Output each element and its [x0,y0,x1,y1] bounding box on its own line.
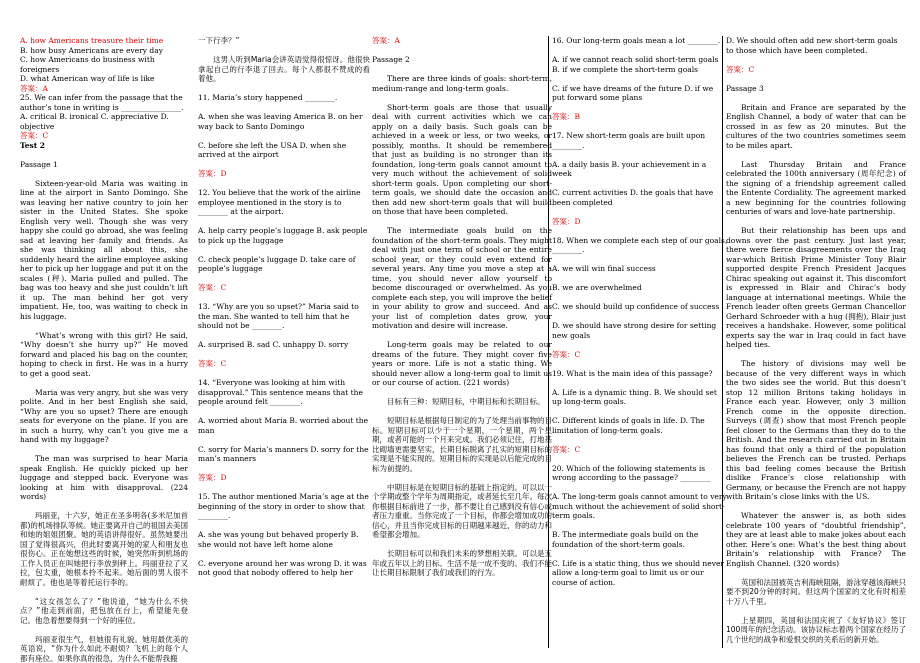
text-line: A. surprised B. sad C. unhappy D. sorry [198,340,370,350]
spacer [20,169,188,179]
spacer [552,46,728,56]
spacer [20,502,188,512]
text-line: C. check people’s luggage D. take care of people’s luggage [198,255,370,274]
spacer [552,378,728,388]
spacer [552,521,728,531]
spacer [726,568,906,578]
text-line: 中期目标是在短期目标的基础上指定的。可以以一个学期或整个学年为周期指定，或者延长至几年。每次你根据目标前进了一步，都不要让自己感到没有信心或者压力重重。当你完成了一个目标，你都会增加成功的信心，并且当你完成目标的日期越来越近，你的动力和希望都会增加。 [372,483,552,540]
column-2 [198,36,370,648]
spacer [198,274,370,284]
spacer [372,93,552,103]
spacer [726,150,906,160]
column-1 [20,36,188,648]
text-line: B. The intermediate goals build on the foundation of the short-term goals. [552,530,728,549]
text-line: Test 2 [20,141,188,151]
spacer [552,407,728,417]
text-line: Passage 3 [726,84,906,94]
text-line: A. The long-term goals cannot amount to very much without the achievement of solid short-term goals. [552,492,728,521]
text-line: A. worried about Maria B. worried about the man [198,416,370,435]
spacer [372,46,552,56]
text-line: A. she was young but behaved properly B. she would not have left home alone [198,530,370,549]
text-line: C. we should build up confidence of success [552,302,728,312]
text-line: There are three kinds of goals: short-term, medium-range and long-term goals. [372,74,552,93]
text-line: 13. “Why are you so upset?” Maria said to the man. She wanted to tell him that he should not be ________. [198,302,370,331]
text-line: 答案：C [552,350,728,360]
text-line: 一下行李？” [198,36,370,46]
spacer [726,217,906,227]
spacer [726,606,906,616]
spacer [372,540,552,550]
text-line: 答案：A [372,36,552,46]
text-line: 15. The author mentioned Maria’s age at the beginning of the story in order to show that ________. [198,492,370,521]
spacer [552,549,728,559]
text-line: Passage 2 [372,55,552,65]
text-line: The intermediate goals build on the foundation of the short-term goals. They might deal with just one term of school or the entire school year, or they could even extend for several years. Any time you move a step at a time, you should never allow yourself to become discouraged or overwhelmed. As you complete each step, you will improve the belief in your ability to grow and succeed. And as your list of completion dates grow, your motivation and desire will increase. [372,226,552,331]
text-line: 12. You believe that the work of the airline employee mentioned in the story is to ________ at the airport. [198,188,370,217]
spacer [552,122,728,132]
text-line: C. Different kinds of goals in life. D. The limitation of long-term goals. [552,416,728,435]
text-line: 玛丽亚，十六岁，她正在圣多明各(多米尼加首都)的机场排队等候。她正要离开自己的祖国去美国和她的姐姐团聚。她的英语讲得很好。虽然她要出国了觉得很高兴，但此时要离开她的家人和朋友也很伤心。正在她想这些的时候，她突然听到机场的工作人员正在叫她把行李放到秤上。玛丽亚拉了又拉，包太重，她根本拎不起来。她后面的男人很不耐烦了。他也是等着托运行李的。 [20,511,188,587]
text-line: A. help carry people’s luggage B. ask people to pick up the luggage [198,226,370,245]
text-line: 玛丽亚很生气，但她很有礼貌。她用最优美的英语说，“你为什么如此不耐烦？飞机上的每个人都有座位。如果你真的很急，为什么不能帮我搬 [20,635,188,663]
spacer [552,293,728,303]
spacer [552,274,728,284]
text-line: 答案：C [198,283,370,293]
spacer [552,150,728,160]
text-line: C. everyone around her was wrong D. it was not good that nobody offered to help her [198,559,370,578]
spacer [552,454,728,464]
spacer [20,445,188,455]
spacer [372,473,552,483]
text-line: “这女孩怎么了？”他说道，“她为什么不快点？”他走到前面，把包放在台上，希望能先登记。他急着想要得到一个好的座位。 [20,597,188,626]
spacer [198,435,370,445]
spacer [552,435,728,445]
spacer [198,350,370,360]
text-line: A. critical B. ironical C. appreciative D. objective [20,112,188,131]
spacer [552,207,728,217]
spacer [198,407,370,417]
text-line: D. We should often add new short-term goals to those which have been completed. [726,36,906,55]
column-divider [722,36,723,648]
spacer [552,226,728,236]
text-line: 答案：D [198,169,370,179]
spacer [726,74,906,84]
text-line: 答案：A [20,84,188,94]
text-line: Maria was very angry, but she was very polite. And in her best English she said, “Why are you so upset? There are enough seats for everyone on the plane. If you are in such a hurry, why can’t you give me a hand with my luggage? [20,388,188,445]
spacer [20,321,188,331]
text-line: 答案：B [552,112,728,122]
text-line: 14. “Everyone was looking at him with disapproval.” This sentence means that the people around felt ________. [198,378,370,407]
spacer [198,103,370,113]
spacer [198,160,370,170]
spacer [726,502,906,512]
text-line: D. we should have strong desire for setting new goals [552,321,728,340]
spacer [198,464,370,474]
text-line: 长期目标可以和我们未来的梦想相关联。可以是五年或五年以上的目标。生活不是一成不变的。我们不能让长期目标限制了我们或我们的行为。 [372,549,552,578]
spacer [198,549,370,559]
spacer [552,312,728,322]
text-line: D. what American way of life is like [20,74,188,84]
text-line: A. when she was leaving America B. on her way back to Santo Domingo [198,112,370,131]
column-divider [548,36,549,648]
spacer [20,587,188,597]
spacer [726,93,906,103]
spacer [198,84,370,94]
text-line: 目标有三种：短期目标，中期目标和长期目标。 [372,397,552,407]
spacer [20,625,188,635]
text-line: 英国和法国被英吉利海峡阻隔，游泳穿越该海峡只要不到20分钟的时间。但这两个国家的文化有时相差十万八千里。 [726,578,906,607]
text-line: 17. New short-term goals are built upon ________. [552,131,728,150]
text-line: A. a daily basis B. your achievement in a week [552,160,728,179]
text-line: 短期目标是根据每日制定的为了处理当前事物的目标。短期目标可以少于一个星期，一个星期，两个星期，或者可能的一个月来完成。我们必须记住，打地基比砌墙更需要坚实，长期目标脱离了扎实的短期目标的实现是不能实现的。短期目标的实现是以后能完成的目标为前提的。 [372,416,552,473]
text-line: C. current activities D. the goals that have been completed [552,188,728,207]
text-line: A. Life is a dynamic thing. B. We should set up long-term goals. [552,388,728,407]
spacer [552,103,728,113]
spacer [372,65,552,75]
spacer [198,217,370,227]
spacer [372,388,552,398]
spacer [198,245,370,255]
text-line: Sixteen-year-old Maria was waiting in line at the airport in Santo Domingo. She was leaving her native country to join her sister in the United States. She spoke English very well. Though she was very happy she could go abroad, she was feeling sad at leaving her family and friends. As she was thinking all about this, she suddenly heard the airline employee asking her to pick up her luggage and put it on the scales (秤). Maria pulled and pulled. The bag was too heavy and she just couldn’t lift it up. The man behind her got very impatient. He, too, was waiting to check in his luggage. [20,179,188,322]
text-line: 25. We can infer from the passage that the author’s tone in writing is ________________. [20,93,188,112]
text-line: But their relationship has been ups and downs over the past century. Just last year, there were fierce disagreements over the Iraq war-which British Prime Minister Tony Blair supported despite French President Jacques Chirac speaking out against it. This discomfort is expressed in Blair and Chirac’s body language at international meetings. While the French leader often greets German Chancellor Gerhard Schroeder with a hug (拥抱), Blair just receives a handshake. However, some political experts say the war in Iraq could in fact have helped ties. [726,226,906,350]
text-line: C. if we have dreams of the future D. if we put forward some plans [552,84,728,103]
text-line: A. if we cannot reach solid short-term goals B. if we complete the short-term goals [552,55,728,74]
spacer [198,331,370,341]
spacer [552,255,728,265]
text-line: 答案：C [20,131,188,141]
text-line: Short-term goals are those that usually deal with current activities which we can apply on a daily basis. Such goals can be achieved in a week or less, or two weeks, or possibly, months. It should be remembered that just as building is no stronger than its foundation, long-term goals cannot amount to very much without the achievement of solid short-term goals. Upon completing our short-term goals, we should date the occasion and then add new short-term goals that will build on those that have been completed. [372,103,552,217]
spacer [198,179,370,189]
text-line: 18. When we complete each step of our goals, ________. [552,236,728,255]
spacer [372,217,552,227]
text-line: Whatever the answer is, as both sides celebrate 100 years of “doubtful friendship”, they are at least able to make jokes about each other. Here’s one: What’s the best thing about Britain’s relationship with France? The English Channel. (320 words) [726,511,906,568]
column-4 [552,36,728,648]
text-line: C. before she left the USA D. when she arrived at the airport [198,141,370,160]
column-3 [372,36,552,648]
text-line: 16. Our long-term goals mean a lot ________. [552,36,728,46]
spacer [372,331,552,341]
spacer [198,521,370,531]
text-line: 答案：C [198,359,370,369]
text-line: 11. Maria’s story happened ________. [198,93,370,103]
text-line: C. how Americans do business with foreigners [20,55,188,74]
spacer [552,359,728,369]
text-line: 上星期四，英国和法国庆祝了《友好协议》签订100周年的纪念活动。该协议标志着两个国家在经历了几个世纪的战争和爱恨交织的关系后的新开始。 [726,616,906,645]
spacer [198,293,370,303]
spacer [198,483,370,493]
text-line: A. we will win final success [552,264,728,274]
text-line: A. how Americans treasure their time [20,36,188,46]
text-line: 答案：C [726,65,906,75]
text-line: The man was surprised to hear Maria speak English. He quickly picked up her luggage and stepped back. Everyone was looking at him with disapproval. (224 words) [20,454,188,502]
spacer [552,483,728,493]
column-5 [726,36,906,648]
text-line: Passage 1 [20,160,188,170]
text-line: 这男人听到Maria会讲英语觉得很惊讶。他很快拿起自己的行李退了回去。每个人都很不赞成的看着他。 [198,55,370,84]
text-line: Long-term goals may be related to our dreams of the future. They might cover five years or more. Life is not a static thing. We should never allow a long-term goal to limit us or our course of action. (221 words) [372,340,552,388]
spacer [198,131,370,141]
spacer [20,378,188,388]
text-line: 答案：D [552,217,728,227]
text-line: 答案：D [198,473,370,483]
text-line: 19. What is the main idea of this passage? [552,369,728,379]
text-line: The history of divisions may well be because of the very different ways in which the two sides see the world. But this doesn’t stop 12 million Britons taking holidays in France each year. However, only 3 million French come in the opposite direction. Surveys (调查) show that most French people feel closer to the Germans than they do to the British. And the research carried out in Britain has found that only a third of the population believes the French can be trusted. Perhaps this bad feeling comes because the British dislike France’s close relationship with Germany, or because the French are not happy with Britain’s close links with the US. [726,359,906,502]
spacer [20,150,188,160]
text-line: Britain and France are separated by the English Channel, a body of water that can be crossed in as few as 20 minutes. But the cultures of the two countries sometimes seem to be miles apart. [726,103,906,151]
text-line: C. Life is a static thing, thus we should never allow a long-term goal to limit us or our course of action. [552,559,728,588]
spacer [198,369,370,379]
text-line: C. sorry for Maria’s manners D. sorry for the man’s manners [198,445,370,464]
spacer [552,340,728,350]
text-line: “What’s wrong with this girl? He said, “Why doesn’t she hurry up?” He moved forward and placed his bag on the counter, hoping to check in first. He was in a hurry to get a good seat. [20,331,188,379]
spacer [726,55,906,65]
spacer [552,74,728,84]
text-line: 20. Which of the following statements is wrong according to the passage? ________ [552,464,728,483]
spacer [198,46,370,56]
spacer [372,407,552,417]
spacer [552,179,728,189]
text-line: 答案：C [552,445,728,455]
spacer [726,350,906,360]
text-line: Last Thursday Britain and France celebrated the 100th anniversary (周年纪念) of the signing of a friendship agreement called the Entente Cordiality. The agreement marked a new beginning for the countries following centuries of wars and love-hate partnership. [726,160,906,217]
text-line: B. how busy Americans are every day [20,46,188,56]
text-line: B. we are overwhelmed [552,283,728,293]
